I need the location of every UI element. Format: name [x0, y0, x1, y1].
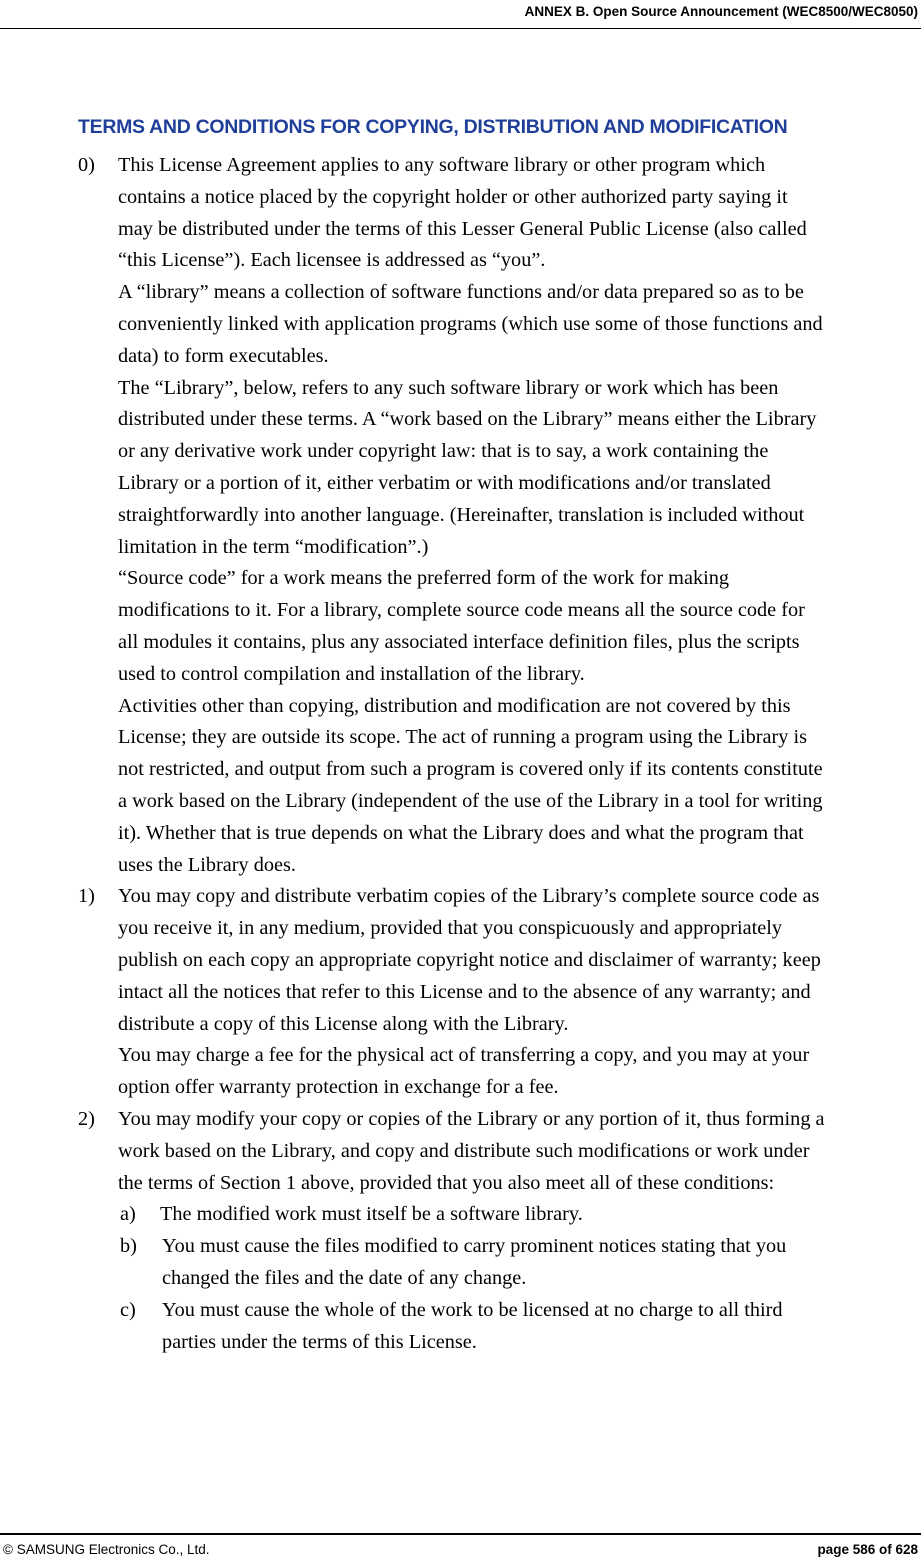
text-line: option offer warranty protection in exchange for a fee. — [118, 1076, 559, 1099]
item-marker: 0) — [78, 154, 95, 176]
text-line: “this License”). Each licensee is addressed as “you”. — [118, 249, 546, 272]
text-line: may be distributed under the terms of this Lesser General Public License (also called — [118, 217, 807, 240]
text-line: data) to form executables. — [118, 344, 329, 367]
text-line: contains a notice placed by the copyright holder or other authorized party saying it — [118, 185, 788, 208]
sub-item-marker: a) — [120, 1203, 136, 1226]
text-line: or any derivative work under copyright law: that is to say, a work containing the — [118, 440, 769, 463]
section-title: TERMS AND CONDITIONS FOR COPYING, DISTRIBUTION AND MODIFICATION — [78, 116, 788, 138]
text-line: all modules it contains, plus any associated interface definition files, plus the scripts — [118, 631, 800, 653]
sub-item-marker: c) — [120, 1298, 136, 1321]
text-line: uses the Library does. — [118, 853, 296, 876]
footer-copyright: © SAMSUNG Electronics Co., Ltd. — [3, 1542, 210, 1557]
text-line: the terms of Section 1 above, provided that you also meet all of these conditions: — [118, 1171, 775, 1194]
text-line: You may modify your copy or copies of the Library or any portion of it, thus forming a — [118, 1108, 825, 1130]
text-line: distributed under these terms. A “work based on the Library” means either the Library — [118, 408, 817, 431]
text-line: publish on each copy an appropriate copyright notice and disclaimer of warranty; keep — [118, 949, 821, 971]
text-line: you receive it, in any medium, provided that you conspicuously and appropriately — [118, 917, 783, 940]
footer-page-number: page 586 of 628 — [817, 1542, 918, 1557]
text-line: You must cause the files modified to carry prominent notices stating that you — [162, 1235, 787, 1258]
text-line: limitation in the term “modification”.) — [118, 535, 429, 558]
text-line: The “Library”, below, refers to any such software library or work which has been — [118, 376, 779, 399]
text-line: conveniently linked with application programs (which use some of those functions and — [118, 313, 823, 335]
text-line: You may charge a fee for the physical act of transferring a copy, and you may at your — [118, 1044, 810, 1067]
text-line: License; they are outside its scope. The act of running a program using the Library is — [118, 726, 807, 749]
text-line: Library or a portion of it, either verbatim or with modifications and/or translated — [118, 472, 771, 494]
text-line: it). Whether that is true depends on what the Library does and what the program that — [118, 821, 804, 844]
page-footer — [0, 1533, 921, 1567]
item-marker: 1) — [78, 885, 95, 908]
text-line: intact all the notices that refer to this License and to the absence of any warranty; and — [118, 980, 811, 1003]
text-line: Activities other than copying, distribution and modification are not covered by this — [118, 694, 791, 717]
text-line: “Source code” for a work means the preferred form of the work for making — [118, 567, 730, 590]
item-marker: 2) — [78, 1108, 95, 1130]
text-line: You may copy and distribute verbatim copies of the Library’s complete source code as — [118, 885, 820, 908]
text-line: used to control compilation and installation of the library. — [118, 662, 585, 685]
text-line: straightforwardly into another language. (Hereinafter, translation is included without — [118, 503, 805, 526]
text-line: This License Agreement applies to any software library or other program which — [118, 154, 766, 176]
text-line: a work based on the Library (independent of the use of the Library in a tool for writing — [118, 790, 823, 812]
page-header — [0, 0, 921, 29]
text-line: A “library” means a collection of software functions and/or data prepared so as to be — [118, 281, 804, 304]
text-line: modifications to it. For a library, complete source code means all the source code for — [118, 599, 805, 622]
text-line: parties under the terms of this License. — [162, 1330, 477, 1353]
text-line: The modified work must itself be a software library. — [160, 1203, 583, 1226]
text-line: not restricted, and output from such a program is covered only if its contents constitute — [118, 758, 823, 781]
sub-item-marker: b) — [120, 1235, 137, 1258]
header-title: ANNEX B. Open Source Announcement (WEC8500/WEC8050) — [524, 4, 918, 19]
text-line: work based on the Library, and copy and distribute such modifications or work under — [118, 1139, 810, 1162]
text-line: distribute a copy of this License along with the Library. — [118, 1012, 569, 1035]
text-line: You must cause the whole of the work to be licensed at no charge to all third — [162, 1298, 783, 1321]
text-line: changed the files and the date of any change. — [162, 1267, 527, 1289]
